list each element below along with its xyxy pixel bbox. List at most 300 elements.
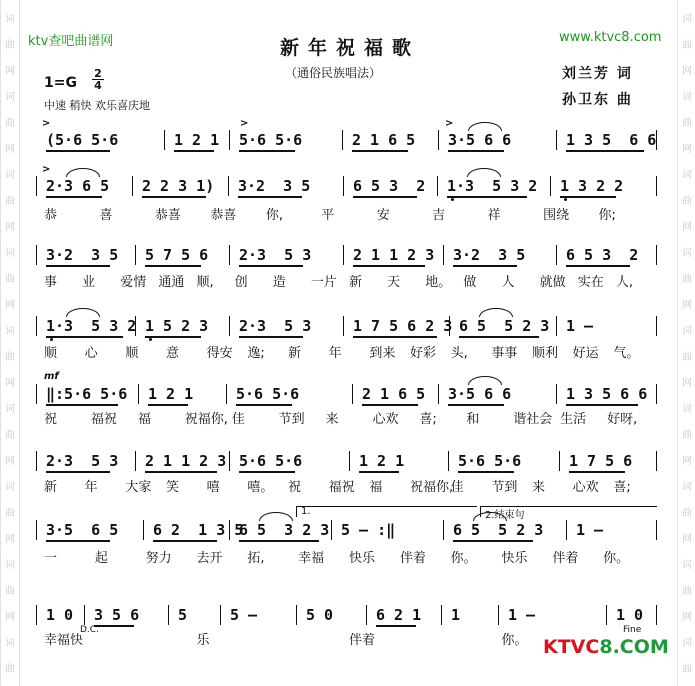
lyric-word: 祝福你, [410,480,454,495]
side-watermark-char: 曲 [5,40,15,51]
lyric-word: 顺利 [532,346,559,361]
score-system-1 [36,130,656,150]
lyric-word: 恭喜 [210,208,237,223]
lyric-word: 笑 [166,480,180,495]
measure: 1 — [508,606,536,624]
side-watermark-char: 词 [5,170,15,181]
measure: 2·3 6 5 [46,177,110,195]
lyric-word: 你。 [501,633,528,648]
barline [36,520,37,540]
lyric-word: 祝 [44,412,58,427]
measure: 6 5 5 2 3 [459,317,550,335]
score-system-2 [36,176,656,196]
lyric-word: 新 [44,480,58,495]
barline [556,245,557,265]
barline [441,605,442,625]
beam-line [236,404,292,406]
side-watermark-char: 词 [5,326,15,337]
measure: 1 5 2 3 [145,317,209,335]
volta-first-label: 1. [301,506,311,517]
barline [296,605,297,625]
lyric-word: 顺, [196,275,214,290]
lyric-word: 新 [349,275,363,290]
side-watermark-char: 词 [5,14,15,25]
beam-line [353,196,417,198]
lyric-word: 通通 [158,275,185,290]
barline [437,176,438,196]
barline [229,316,230,336]
barline [656,451,657,471]
lyric-word: 大家 [125,480,152,495]
lyric-word: 福 [369,480,383,495]
barline [84,605,85,625]
lyric-word: 谐社会 [513,412,553,427]
lyric-word: 就做 [539,275,566,290]
lyric-word: 天 [387,275,401,290]
beam-line [142,196,206,198]
side-watermark-char: 网 [682,534,692,545]
beam-line [453,265,517,267]
lyric-word: 事 [44,275,58,290]
beam-line [566,265,630,267]
side-watermark-char: 网 [5,378,15,389]
measure: 5 — :‖ [341,521,396,539]
beam-line [353,336,437,338]
measure: 6 5 3 2 [566,246,639,264]
lyric-line-7 [36,551,656,567]
lyric-word: 恭 [44,208,58,223]
measure: 2 1 1 2 3 [353,246,435,264]
lyric-word: 逸; [247,346,265,361]
lyric-word: 恭喜 [154,208,181,223]
side-watermark-char: 网 [682,378,692,389]
score-system-4 [36,316,656,336]
lyric-word: 年 [328,346,342,361]
lyric-word: 好彩 [410,346,437,361]
barline [556,384,557,404]
lyric-word: 嘻。 [247,480,274,495]
slur [66,308,100,317]
beam-line [153,540,217,542]
lyric-word: 业 [82,275,96,290]
measure: 6 5 5 2 3 [453,521,544,539]
measure: 1 [451,606,461,624]
lyric-word: 福祝 [90,412,117,427]
lyric-word: 你, [265,208,283,223]
side-watermark-char: 曲 [682,196,692,207]
lyric-word: 安 [376,208,390,223]
lyric-word: 好呀, [607,412,638,427]
beam-line [46,265,110,267]
barline [135,451,136,471]
barline [349,451,350,471]
lyric-word: 到来 [369,346,396,361]
song-subtitle: （通俗民族唱法） [285,66,382,80]
measure: 5·6 5·6 [236,385,300,403]
barline [352,384,353,404]
slur [259,512,293,521]
slur [66,168,100,177]
song-title: 新年祝福歌 [279,37,420,59]
slur [467,168,501,177]
lyric-word: 心欢 [372,412,399,427]
barline [132,176,133,196]
barline [656,605,657,625]
lyric-word: 福祝 [328,480,355,495]
lyric-word: 你。 [603,551,630,566]
lyric-line-3 [36,275,656,291]
barline [656,176,657,196]
beam-line [359,471,399,473]
fine-marking: Fine [623,625,642,635]
side-watermark-char: 词 [682,248,692,259]
beam-line [46,404,118,406]
lyric-word: 伴着 [349,633,376,648]
beam-line [145,265,201,267]
lyric-word: 吉 [432,208,446,223]
measure: 1 2 1 [359,452,405,470]
barline [550,176,551,196]
beam-line [46,336,123,338]
measure: 6 2 1 3 5 [153,521,244,539]
side-watermark-char: 词 [682,170,692,181]
lyric-word: 拓, [247,551,265,566]
measure: 3 5 6 [94,606,140,624]
low-octave-dot [50,338,53,341]
side-watermark-char: 曲 [682,40,692,51]
beam-line [453,540,533,542]
beam-line [459,336,539,338]
site-name-left[interactable]: ktv查吧曲谱网 [28,34,114,49]
measure: 1·3 5 3 2 [447,177,538,195]
barline [556,316,557,336]
barline [164,130,165,150]
beam-line [239,336,303,338]
barline [656,245,657,265]
barline [229,130,230,150]
low-octave-dot [149,338,152,341]
side-watermark-char: 曲 [5,118,15,129]
side-watermark-char: 曲 [682,664,692,675]
barline [448,451,449,471]
side-watermark-char: 网 [5,222,15,233]
side-watermark-char: 网 [5,300,15,311]
barline [343,245,344,265]
beam-line [448,150,504,152]
logo-part-ktvc: KTVC [543,636,600,658]
accent-mark: > [42,118,51,129]
lyric-word: 年 [84,480,98,495]
lyric-word: 祝 [288,480,302,495]
beam-line [376,625,416,627]
composer-credit: 孙卫东 曲 [562,92,633,108]
lyric-word: 和 [466,412,480,427]
side-watermark-char: 网 [5,144,15,155]
lyric-word: 意 [166,346,180,361]
measure: 1 — [576,521,604,539]
lyric-word: 事事 [491,346,518,361]
side-watermark-char: 词 [682,482,692,493]
barline [656,520,657,540]
beam-line [569,471,625,473]
lyric-word: 一片 [310,275,337,290]
beam-line [447,196,527,198]
site-url-right[interactable]: www.ktvc8.com [559,30,662,45]
side-watermark-char: 网 [5,534,15,545]
lyric-word: 顺 [44,346,58,361]
lyric-word: 嘻 [206,480,220,495]
beam-line [46,540,110,542]
measure: (5·6 5·6 [46,131,119,149]
lyric-word: 起 [94,551,108,566]
lyric-word: 你。 [450,551,477,566]
measure: 5 7 5 6 [145,246,209,264]
right-watermark-strip [677,0,695,686]
beam-line [148,404,188,406]
lyric-word: 造 [272,275,286,290]
lyric-word: 人 [501,275,515,290]
lyric-word: 创 [234,275,248,290]
lyric-word: 实在 [577,275,604,290]
measure: 1 — [566,317,594,335]
measure: 2 1 6 5 [362,385,426,403]
lyric-word: 喜 [99,208,113,223]
beam-line [145,471,217,473]
barline [36,316,37,336]
side-watermark-char: 曲 [682,586,692,597]
side-watermark-char: 词 [5,248,15,259]
beam-line [353,265,425,267]
score-system-8 [36,605,656,625]
measure: 3·2 3 5 [238,177,311,195]
measure: 5 0 [306,606,334,624]
lyric-word: 快乐 [501,551,528,566]
lyric-word: 人, [615,275,634,290]
barline [343,176,344,196]
lyric-word: 祝福你, [184,412,228,427]
barline [498,605,499,625]
lyric-word: 你; [598,208,616,223]
barline [438,384,439,404]
barline [559,451,560,471]
lyric-word: 新 [288,346,302,361]
barline [36,245,37,265]
volta-first-ending [296,506,477,517]
left-watermark-strip [0,0,20,686]
side-watermark-char: 曲 [5,430,15,441]
side-watermark-char: 词 [682,14,692,25]
barline [606,605,607,625]
side-watermark-char: 网 [682,300,692,311]
score-system-6 [36,451,656,471]
score-system-7 [36,520,656,540]
beam-line [362,404,418,406]
measure: 2 1 1 2 3 [145,452,227,470]
measure: 1 7 5 6 2 3 [353,317,453,335]
side-watermark-char: 曲 [682,274,692,285]
slur [479,308,513,317]
lyric-word: 佳 [231,412,245,427]
measure: 2 2 3 1) [142,177,215,195]
measure: ‖:5·6 5·6 [46,385,128,403]
measure: 5·6 5·6 [458,452,522,470]
lyric-word: 爱情 [120,275,147,290]
lyric-word: 幸福 [298,551,325,566]
lyric-word: 心欢 [572,480,599,495]
beam-line [94,625,134,627]
barline [229,245,230,265]
side-watermark-char: 词 [5,560,15,571]
barline [656,384,657,404]
key-signature: 1=G [44,75,77,91]
measure: 1 3 5 6 6 [566,385,648,403]
side-watermark-char: 网 [682,144,692,155]
lyric-word: 头, [450,346,468,361]
lyric-word: 生活 [560,412,587,427]
side-watermark-char: 词 [682,404,692,415]
lyric-word: 努力 [145,551,172,566]
side-watermark-char: 曲 [682,352,692,363]
lyricist-credit: 刘兰芳 词 [562,66,633,82]
lyric-word: 乐 [196,633,210,648]
barline [566,520,567,540]
side-watermark-char: 词 [5,92,15,103]
dc-marking: D.C. [80,625,99,635]
side-watermark-char: 曲 [682,118,692,129]
measure: 3·5 6 6 [448,131,512,149]
lyric-word: 围绕 [543,208,570,223]
beam-line [239,540,319,542]
side-watermark-char: 词 [5,638,15,649]
measure: 1 0 [46,606,74,624]
measure: 3·2 3 5 [453,246,526,264]
barline [36,451,37,471]
barline [143,520,144,540]
time-signature-top: 2 [94,67,102,80]
lyric-word: 伴着 [399,551,426,566]
accent-mark: > [240,118,249,129]
side-watermark-char: 词 [5,404,15,415]
barline [226,384,227,404]
measure: 1 0 [616,606,644,624]
side-watermark-char: 网 [5,612,15,623]
barline [220,605,221,625]
barline [36,605,37,625]
measure: 1 2 1 [174,131,220,149]
barline [168,605,169,625]
beam-line [352,150,408,152]
measure: 6 2 1 [376,606,422,624]
measure: 6 5 3 2 3 [239,521,330,539]
measure: 5·6 5·6 [239,131,303,149]
beam-line [239,265,303,267]
measure: 2·3 5 3 [239,317,312,335]
barline [36,176,37,196]
beam-line [566,150,644,152]
lyric-word: 地。 [425,275,452,290]
measure: 1·3 5 3 2 [46,317,137,335]
side-watermark-char: 网 [682,222,692,233]
barline [229,451,230,471]
low-octave-dot [451,198,454,201]
side-watermark-char: 曲 [5,196,15,207]
lyric-word: 做 [463,275,477,290]
side-watermark-char: 词 [682,560,692,571]
measure: 1 3 5 6 6 [566,131,657,149]
logo-part-domain: 8.COM [599,636,669,658]
volta-second-label: 2.结束句 [485,510,525,521]
beam-line [46,471,110,473]
beam-line [448,404,504,406]
side-watermark-char: 词 [682,92,692,103]
barline [443,245,444,265]
lyric-word: 节到 [278,412,305,427]
time-signature-bottom: 4 [94,79,102,92]
barline [228,176,229,196]
barline [36,384,37,404]
lyric-word: 心 [84,346,98,361]
barline [343,316,344,336]
side-watermark-char: 词 [682,326,692,337]
lyric-word: 快乐 [349,551,376,566]
beam-line [560,196,616,198]
beam-line [239,150,295,152]
lyric-line-4 [36,346,656,362]
lyric-word: 祥 [487,208,501,223]
beam-line [46,150,110,152]
lyric-word: 一 [44,551,58,566]
measure: 5 [178,606,188,624]
side-watermark-char: 网 [682,456,692,467]
side-watermark-char: 曲 [682,508,692,519]
measure: 3·5 6 6 [448,385,512,403]
barline [556,130,557,150]
slur [468,376,502,385]
lyric-word: 得安 [206,346,233,361]
side-watermark-char: 网 [5,66,15,77]
measure: 3·5 6 5 [46,521,119,539]
lyric-word: 平 [321,208,335,223]
measure: 3·2 3 5 [46,246,119,264]
measure: 5·6 5·6 [239,452,303,470]
volta-second-ending [480,506,657,521]
lyric-word: 好运 [572,346,599,361]
score-system-3 [36,245,656,265]
barline [135,245,136,265]
slur [468,122,502,131]
measure: 2 1 6 5 [352,131,416,149]
barline [366,605,367,625]
barline [443,520,444,540]
side-watermark-char: 曲 [5,586,15,597]
beam-line [239,471,295,473]
lyric-word: 喜; [613,480,631,495]
barline [438,130,439,150]
measure: 2·3 5 3 [46,452,119,470]
measure: 6 5 3 2 [353,177,426,195]
lyric-word: 气。 [613,346,640,361]
accent-mark: > [42,164,51,175]
lyric-word: 去开 [196,551,223,566]
beam-line [458,471,514,473]
score-system-5 [36,384,656,404]
measure: 2·3 5 3 [239,246,312,264]
side-watermark-char: 曲 [682,430,692,441]
lyric-word: 伴着 [552,551,579,566]
lyric-word: 喜; [419,412,437,427]
barline [342,130,343,150]
lyric-word: 节到 [491,480,518,495]
